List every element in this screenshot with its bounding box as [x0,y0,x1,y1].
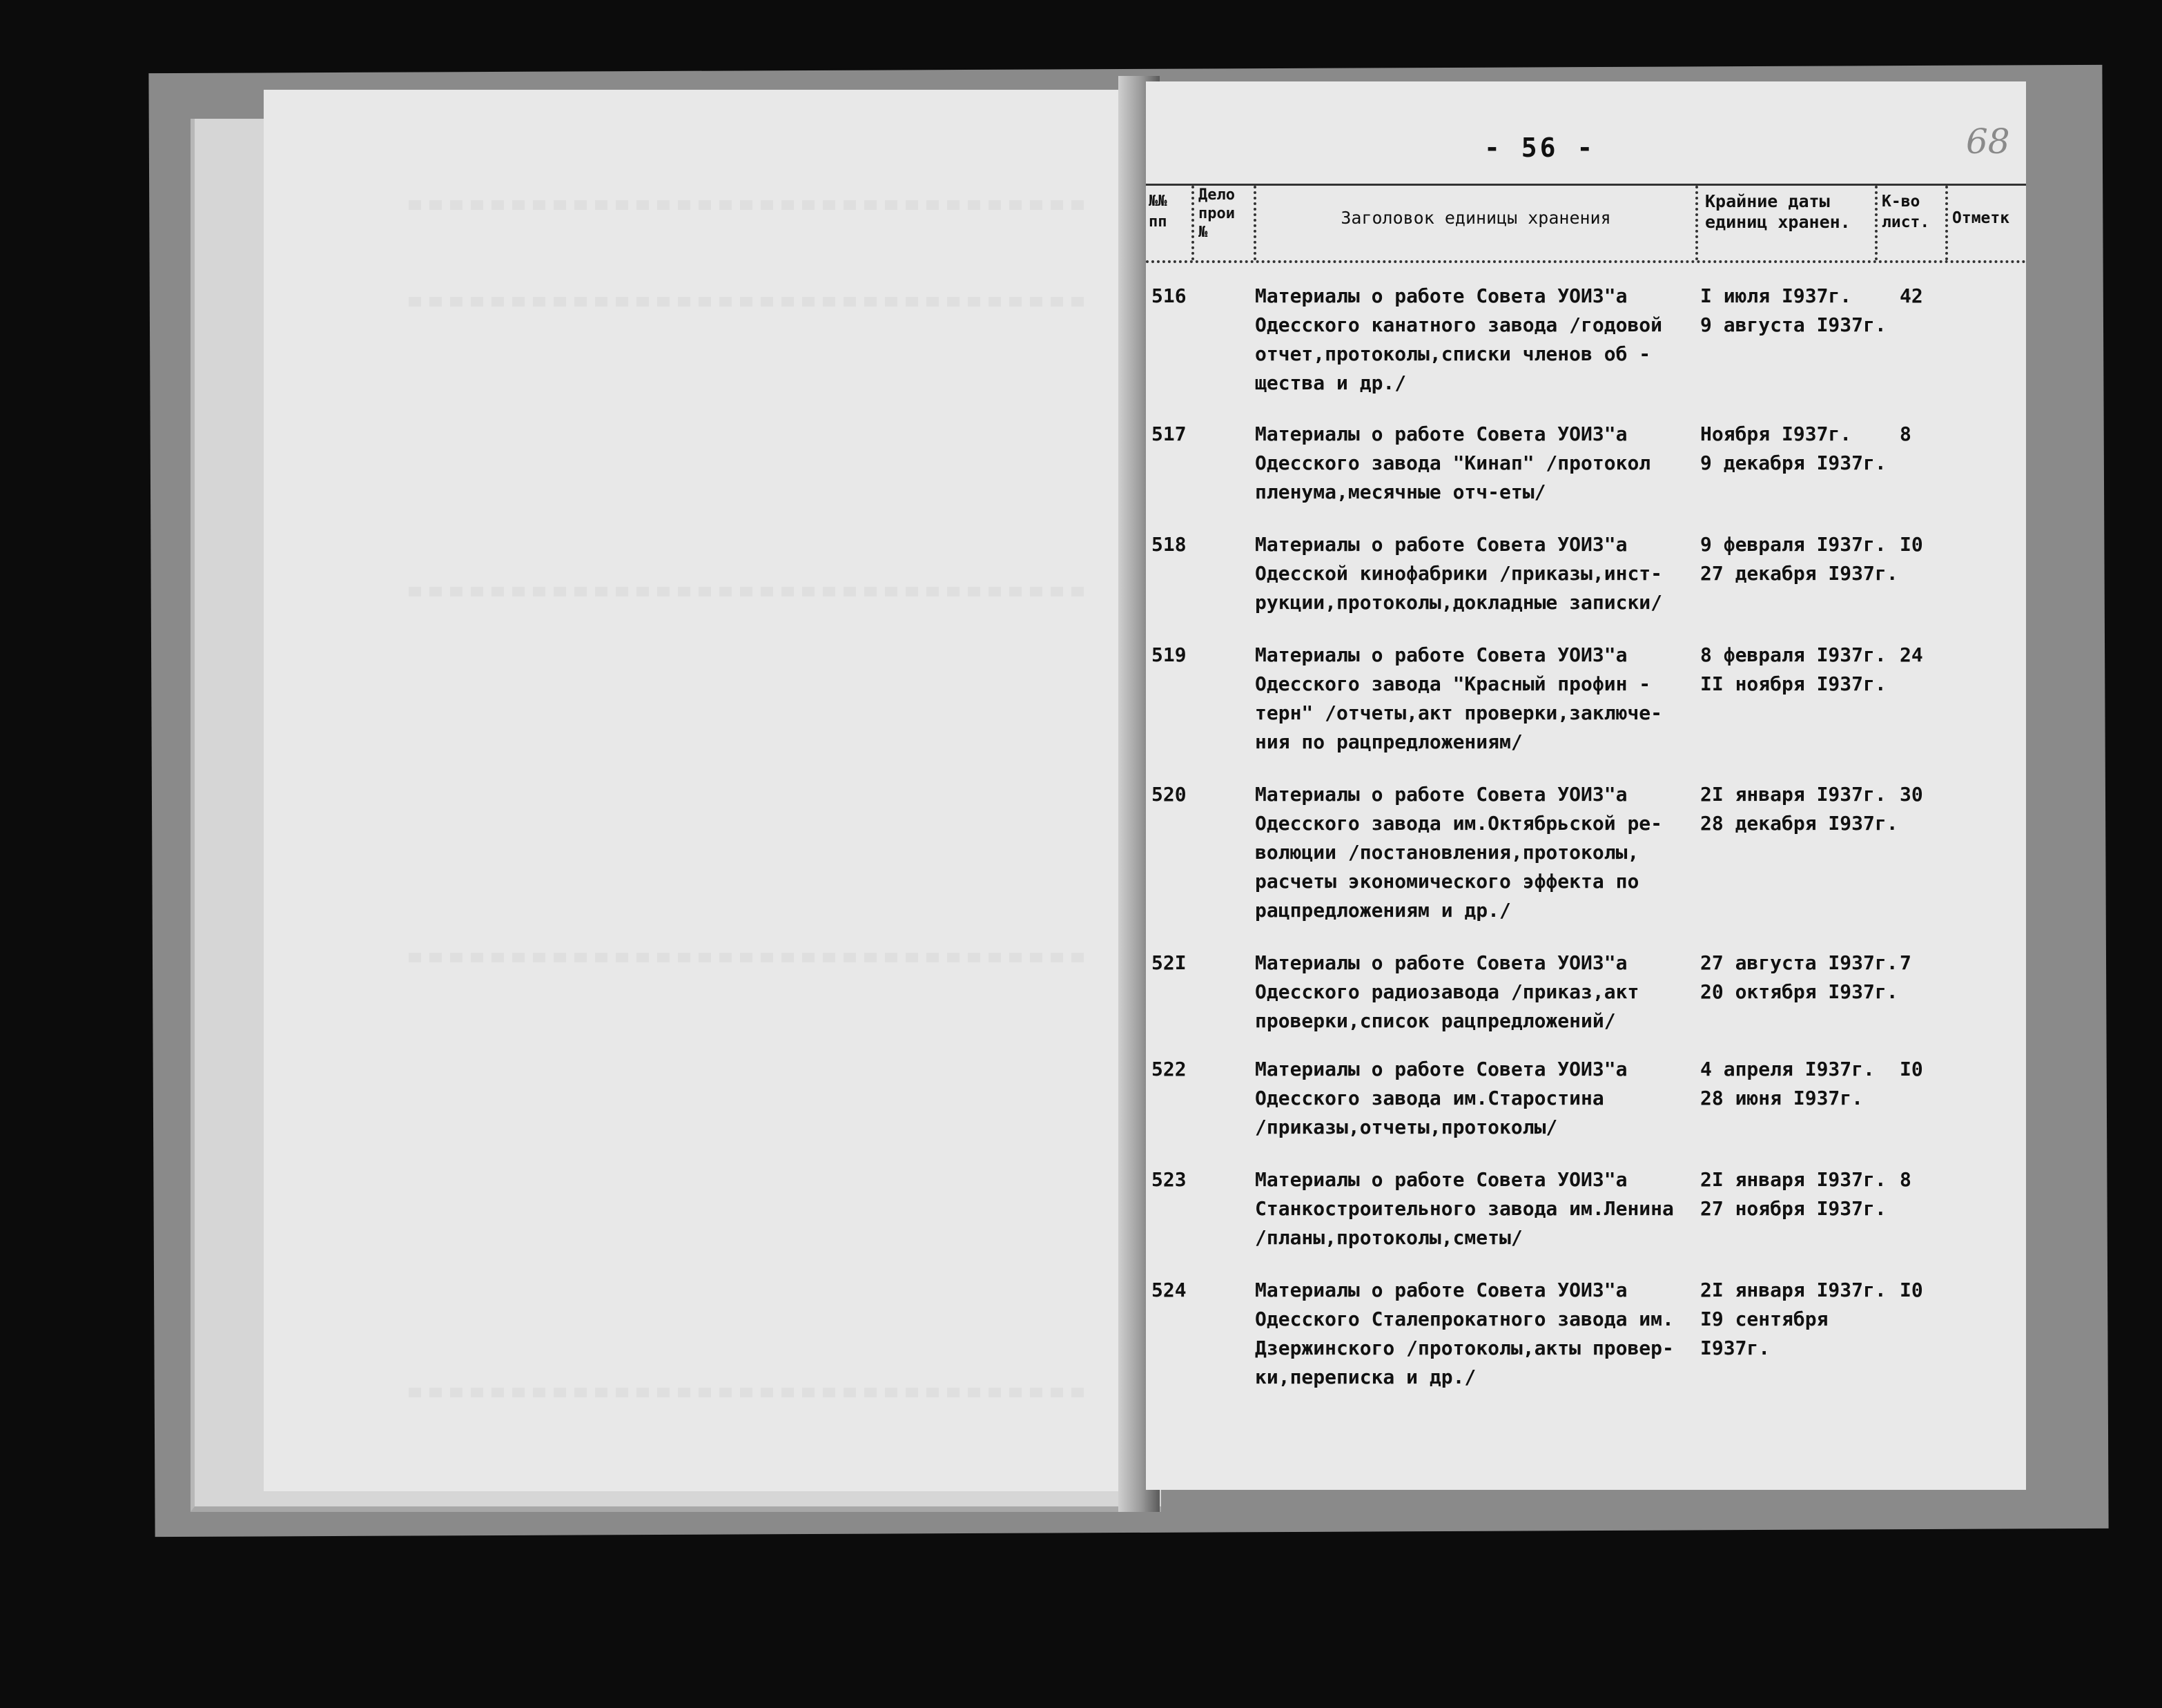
row-number: 520 [1151,783,1187,806]
header-title: Заголовок единицы хранения [1254,186,1695,260]
row-dates: 27 августа I937г. 20 октября I937г. [1700,951,1898,1003]
row-dates: 2I января I937г. I9 сентября I937г. [1700,1279,1887,1359]
row-dates: 8 февраля I937г. II ноября I937г. [1700,643,1887,695]
row-number: 519 [1151,643,1187,666]
bleed-through [409,953,1089,962]
header-sheets: К-во лист. [1875,186,1945,260]
row-dates: 2I января I937г. 27 ноября I937г. [1700,1168,1887,1220]
row-title: Материалы о работе Совета УОИЗ"а Одесской кинофабрики /приказы,инст- рукции,протоколы,докладные записки/ [1255,533,1663,614]
header-number: №№ пп [1149,193,1167,231]
header-notes: Отметк [1945,186,2026,260]
row-sheets: I0 [1900,1279,1923,1301]
row-title: Материалы о работе Совета УОИЗ"а Одесского завода "Красный профин - терн" /отчеты,акт проверки,заключе- ния по рацпредложениям/ [1255,643,1663,753]
row-title: Материалы о работе Совета УОИЗ"а Одесского завода "Кинап" /протокол пленума,месячные отч-еты/ [1255,423,1651,503]
bleed-through [409,1388,1089,1397]
row-dates: I июля I937г. 9 августа I937г. [1700,284,1887,336]
bleed-through [409,200,1089,210]
row-title: Материалы о работе Совета УОИЗ"а Одесского завода им.Старостина /приказы,отчеты,протоколы/ [1255,1058,1628,1138]
row-title: Материалы о работе Совета УОИЗ"а Одесского Сталепрокатного завода им. Дзержинского /протоколы,акты провер- ки,переписка и др./ [1255,1279,1674,1388]
row-number: 516 [1151,284,1187,307]
bleed-through [409,297,1089,307]
left-page-blank [264,90,1144,1491]
pencil-folio-number: 68 [1966,122,2010,162]
row-dates: 4 апреля I937г. 28 июня I937г. [1700,1058,1875,1109]
row-sheets: 42 [1900,284,1923,307]
table-header [1146,184,2026,263]
header-dates: Крайние даты единиц хранен. [1695,186,1875,260]
row-sheets: 8 [1900,1168,1911,1191]
row-dates: Ноября I937г. 9 декабря I937г. [1700,423,1887,474]
row-dates: 9 февраля I937г. 27 декабря I937г. [1700,533,1898,585]
row-sheets: 30 [1900,783,1923,806]
row-number: 517 [1151,423,1187,445]
right-page [1146,81,2026,1490]
row-title: Материалы о работе Совета УОИЗ"а Станкостроительного завода им.Ленина /планы,протоколы,сметы/ [1255,1168,1674,1249]
row-number: 518 [1151,533,1187,556]
row-number: 523 [1151,1168,1187,1191]
row-sheets: I0 [1900,1058,1923,1080]
row-sheets: 24 [1900,643,1923,666]
row-dates: 2I января I937г. 28 декабря I937г. [1700,783,1898,835]
row-sheets: 8 [1900,423,1911,445]
row-number: 522 [1151,1058,1187,1080]
header-case: Дело прои № [1191,186,1254,260]
row-title: Материалы о работе Совета УОИЗ"а Одесского радиозавода /приказ,акт проверки,список рацпредложений/ [1255,951,1639,1032]
bleed-through [409,587,1089,596]
row-sheets: 7 [1900,951,1911,974]
row-title: Материалы о работе Совета УОИЗ"а Одесского канатного завода /годовой отчет,протоколы,списки членов об - щества и др./ [1255,284,1663,394]
row-number: 52I [1151,951,1187,974]
row-title: Материалы о работе Совета УОИЗ"а Одесского завода им.Октябрьской ре- волюции /постановления,протоколы, расчеты экономического эффекта по рацпредложениям и др./ [1255,783,1663,922]
page-number: - 56 - [1484,133,1596,163]
row-sheets: I0 [1900,533,1923,556]
row-number: 524 [1151,1279,1187,1301]
